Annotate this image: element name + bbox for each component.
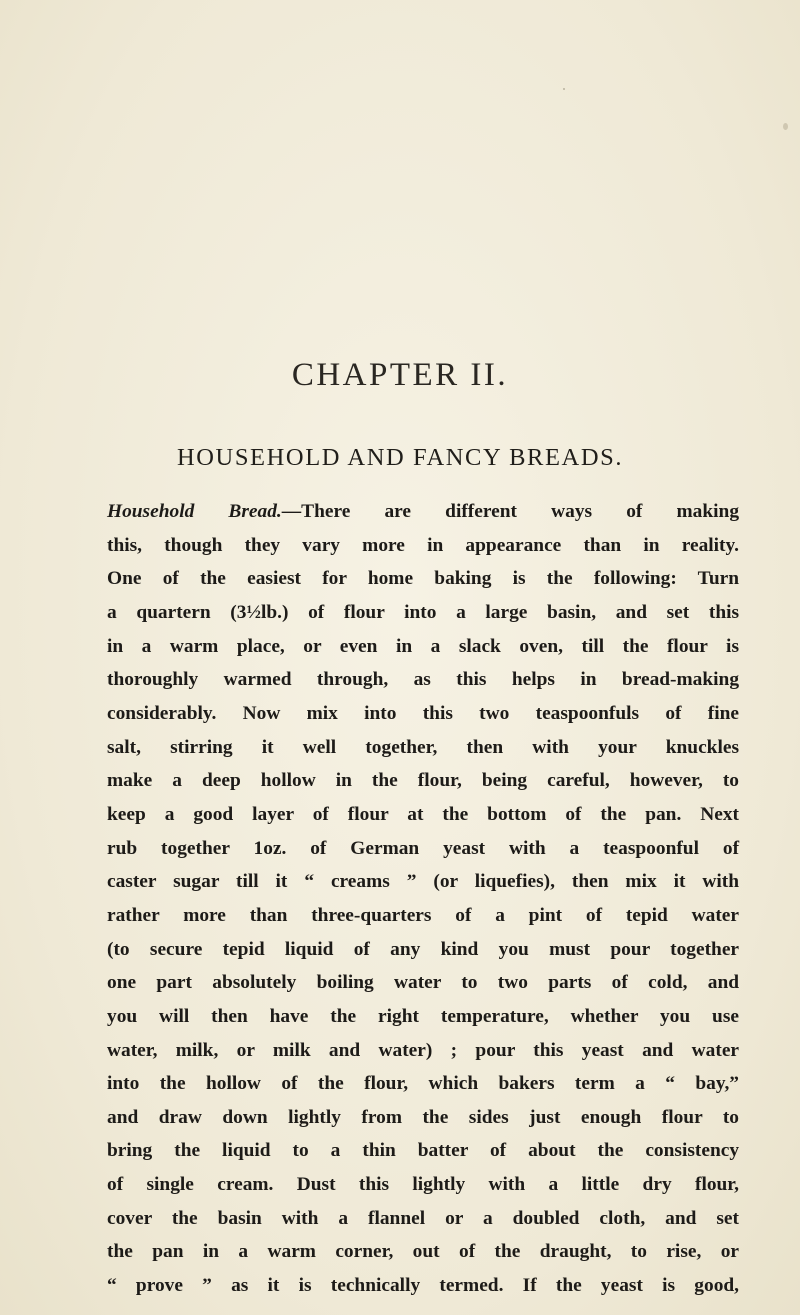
text-line: you will then have the right temperature, whether you use xyxy=(107,1005,739,1027)
text-line: considerably. Now mix into this two teaspoonfuls of fine xyxy=(107,702,739,724)
text-line: the pan in a warm corner, out of the draught, to rise, or xyxy=(107,1241,739,1263)
text-line: rather more than three-quarters of a pint of tepid water xyxy=(107,904,739,926)
text-line: bring the liquid to a thin batter of about the consistency xyxy=(107,1140,740,1162)
text-line: and draw down lightly from the sides just enough flour to xyxy=(107,1106,739,1128)
text-line: cover the basin with a flannel or a doubled cloth, and set xyxy=(107,1207,739,1229)
text-line: one part absolutely boiling water to two parts of cold, and xyxy=(107,972,740,994)
text-line: this, though they vary more in appearance than in reality. xyxy=(107,534,739,556)
text-line: “ prove ” as it is technically termed. If the yeast is good, xyxy=(107,1275,740,1297)
text-line: a quartern (3½lb.) of flour into a large basin, and set this xyxy=(107,601,740,623)
text-line: into the hollow of the flour, which bakers term a “ bay,” xyxy=(107,1073,739,1095)
body-paragraph xyxy=(107,495,739,1303)
text-line: in a warm place, or even in a slack oven, till the flour is xyxy=(107,635,739,657)
text-line: One of the easiest for home baking is the following: Turn xyxy=(107,568,739,590)
chapter-heading: CHAPTER II. xyxy=(291,357,509,393)
text-line: water, milk, or milk and water) ; pour this yeast and water xyxy=(107,1039,740,1061)
paper-speck xyxy=(563,88,565,90)
text-line: make a deep hollow in the flour, being careful, however, to xyxy=(107,770,739,792)
run-in-heading: Household Bread. xyxy=(107,501,282,522)
text-line: rub together 1oz. of German yeast with a teaspoonful of xyxy=(107,837,740,859)
text-line: Household Bread.—There are different ways of making xyxy=(107,501,740,522)
text-line: keep a good layer of flour at the bottom of the pan. Next xyxy=(107,803,739,825)
text-line: of single cream. Dust this lightly with a little dry flour, xyxy=(107,1174,739,1196)
paper-speck xyxy=(783,123,788,130)
text-line: (to secure tepid liquid of any kind you must pour together xyxy=(107,938,740,960)
section-heading: HOUSEHOLD AND FANCY BREADS. xyxy=(176,444,624,471)
text-line: thoroughly warmed through, as this helps in bread-making xyxy=(107,669,740,691)
text-line: salt, stirring it well together, then with your knuckles xyxy=(107,736,740,758)
text-line: caster sugar till it “ creams ” (or liquefies), then mix it with xyxy=(107,871,739,893)
